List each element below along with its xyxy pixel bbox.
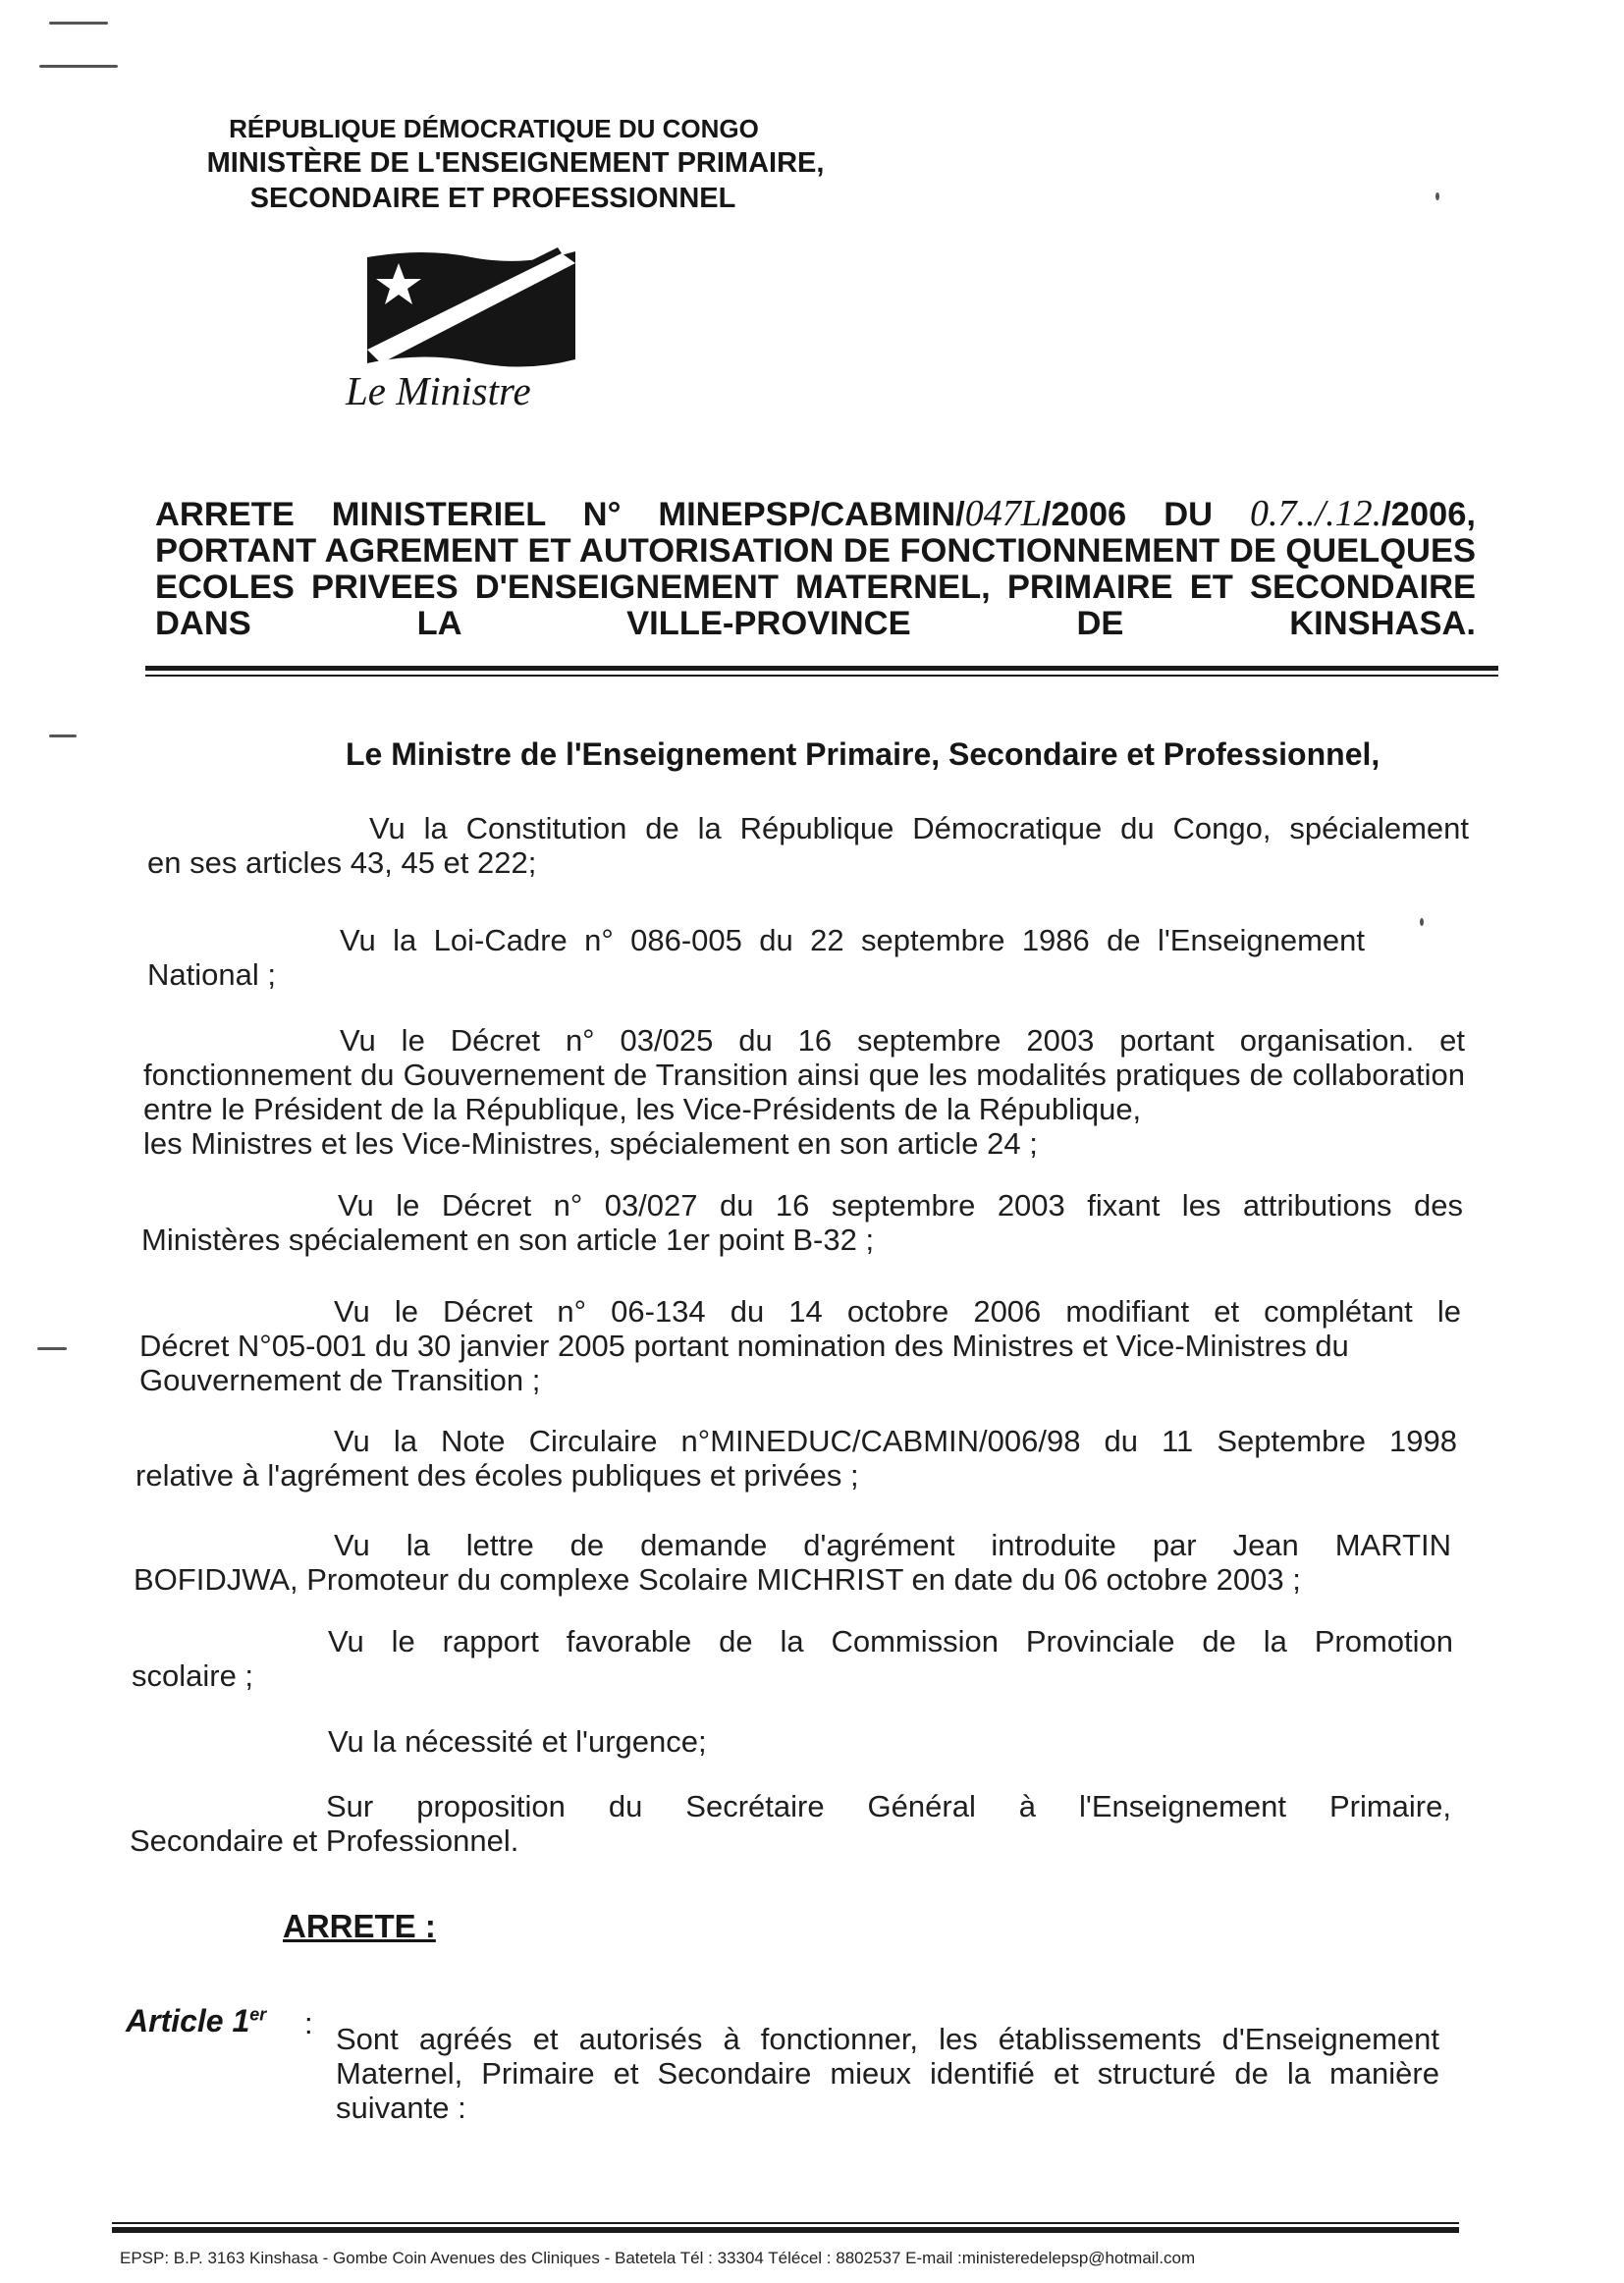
consideration-body: Décret N°05-001 du 30 janvier 2005 portant nomination des Ministres et Vice-Ministres du	[139, 1329, 1349, 1363]
decree-number-prefix: ARRETE MINISTERIEL N° MINEPSP/CABMIN/	[155, 496, 965, 533]
title-rule-top	[145, 666, 1498, 671]
decree-heading: ARRETE :	[283, 1908, 436, 1944]
consideration-loi-cadre	[147, 923, 1365, 992]
footer-rule-top	[112, 2222, 1459, 2224]
article-1-body	[336, 2022, 1439, 2125]
consideration-last-line: National ;	[147, 957, 276, 992]
consideration-last-line: BOFIDJWA, Promoteur du complexe Scolaire MICHRIST en date du 06 octobre 2003 ;	[134, 1562, 1301, 1597]
consideration-first-line: Vu la Note Circulaire n°MINEDUC/CABMIN/006/98 du 11 Septembre 1998	[334, 1424, 1457, 1458]
consideration-body: fonctionnement du Gouvernement de Transition ainsi que les modalités pratiques de collaboration entre le Président de la République, les Vice-Présidents de la République,	[143, 1058, 1465, 1126]
decree-date-year: /2006,	[1381, 496, 1476, 533]
decree-number-handwritten: 047L	[964, 493, 1042, 534]
article-label-sup: er	[249, 2004, 267, 2025]
article-label-text: Article 1	[126, 2003, 250, 2038]
ministry-line-2: SECONDAIRE ET PROFESSIONNEL	[249, 183, 736, 214]
consideration-first-line: Vu la Loi-Cadre n° 086-005 du 22 septembre 1986 de l'Enseignement	[340, 923, 1365, 957]
consideration-constitution	[147, 811, 1469, 880]
scan-speck	[49, 734, 77, 737]
article-1-line-3: suivante :	[336, 2091, 466, 2125]
consideration-decret-03-027	[141, 1188, 1463, 1257]
consideration-last-line: Ministères spécialement en son article 1er point B-32 ;	[141, 1223, 875, 1257]
consideration-last-line: Secondaire et Professionnel.	[130, 1823, 519, 1858]
consideration-proposition	[130, 1789, 1451, 1858]
article-1-line-1: Sont agréés et autorisés à fonctionner, les établissements d'Enseignement	[336, 2022, 1439, 2056]
consideration-last-line: Gouvernement de Transition ;	[139, 1363, 541, 1397]
minister-signature-label: Le Ministre	[346, 368, 531, 413]
consideration-first-line: Vu le Décret n° 03/025 du 16 septembre 2003 portant organisation. et	[340, 1023, 1465, 1058]
decree-title-line-3: ECOLES PRIVEES D'ENSEIGNEMENT MATERNEL, PRIMAIRE ET SECONDAIRE	[155, 569, 1476, 606]
country-name: RÉPUBLIQUE DÉMOCRATIQUE DU CONGO	[229, 114, 759, 143]
article-1-line-2: Maternel, Primaire et Secondaire mieux identifié et structuré de la manière	[336, 2056, 1439, 2091]
consideration-lettre-demande	[134, 1528, 1451, 1597]
decree-title	[155, 493, 1476, 642]
scan-speck	[1435, 192, 1439, 200]
minister-intro: Le Ministre de l'Enseignement Primaire, Secondaire et Professionnel,	[346, 736, 1380, 772]
consideration-decret-06-134	[139, 1294, 1461, 1397]
article-1-label	[126, 2003, 266, 2039]
consideration-first-line: Vu la Constitution de la République Démocratique du Congo, spécialement	[369, 811, 1469, 845]
scan-speck	[39, 65, 118, 68]
scan-speck	[37, 1347, 67, 1350]
consideration-last-line: scolaire ;	[132, 1658, 254, 1693]
ministry-line-1: MINISTÈRE DE L'ENSEIGNEMENT PRIMAIRE,	[206, 147, 825, 179]
consideration-rapport	[132, 1624, 1453, 1693]
scan-speck	[1420, 918, 1424, 926]
scan-speck	[49, 22, 108, 25]
decree-year: /2006 DU	[1041, 496, 1214, 533]
title-rule-bottom	[145, 675, 1498, 677]
consideration-last-line: en ses articles 43, 45 et 222;	[147, 845, 537, 880]
drc-flag-icon	[365, 244, 579, 383]
consideration-first-line: Vu le Décret n° 06-134 du 14 octobre 2006 modifiant et complétant le	[334, 1294, 1461, 1329]
consideration-last-line: relative à l'agrément des écoles publiques et privées ;	[135, 1458, 859, 1493]
consideration-first-line: Vu la lettre de demande d'agrément introduite par Jean MARTIN	[334, 1528, 1451, 1562]
decree-date-handwritten: 0.7../.12.	[1250, 493, 1382, 534]
consideration-last-line: les Ministres et les Vice-Ministres, spécialement en son article 24 ;	[143, 1126, 1038, 1161]
decree-title-line-1	[155, 493, 1476, 534]
consideration-first-line: Sur proposition du Secrétaire Général à l'Enseignement Primaire,	[326, 1789, 1451, 1823]
decree-title-line-2: PORTANT AGREMENT ET AUTORISATION DE FONCTIONNEMENT DE QUELQUES	[155, 532, 1476, 570]
consideration-first-line: Vu le Décret n° 03/027 du 16 septembre 2003 fixant les attributions des	[338, 1188, 1463, 1223]
consideration-last-line: Vu la nécessité et l'urgence;	[328, 1724, 707, 1759]
consideration-urgence	[328, 1724, 707, 1759]
consideration-first-line: Vu le rapport favorable de la Commission Provinciale de la Promotion	[328, 1624, 1453, 1658]
article-1-colon: :	[304, 2006, 313, 2040]
consideration-note-circulaire	[135, 1424, 1457, 1493]
footer-rule-bottom	[112, 2227, 1459, 2233]
consideration-decret-03-025	[143, 1023, 1465, 1161]
footer-contact: EPSP: B.P. 3163 Kinshasa - Gombe Coin Avenues des Cliniques - Batetela Tél : 33304 Télécel : 8802537 E-mail :ministeredelepsp@hotmail.com	[120, 2249, 1196, 2267]
decree-title-line-4: DANS LA VILLE-PROVINCE DE KINSHASA.	[155, 605, 1476, 642]
